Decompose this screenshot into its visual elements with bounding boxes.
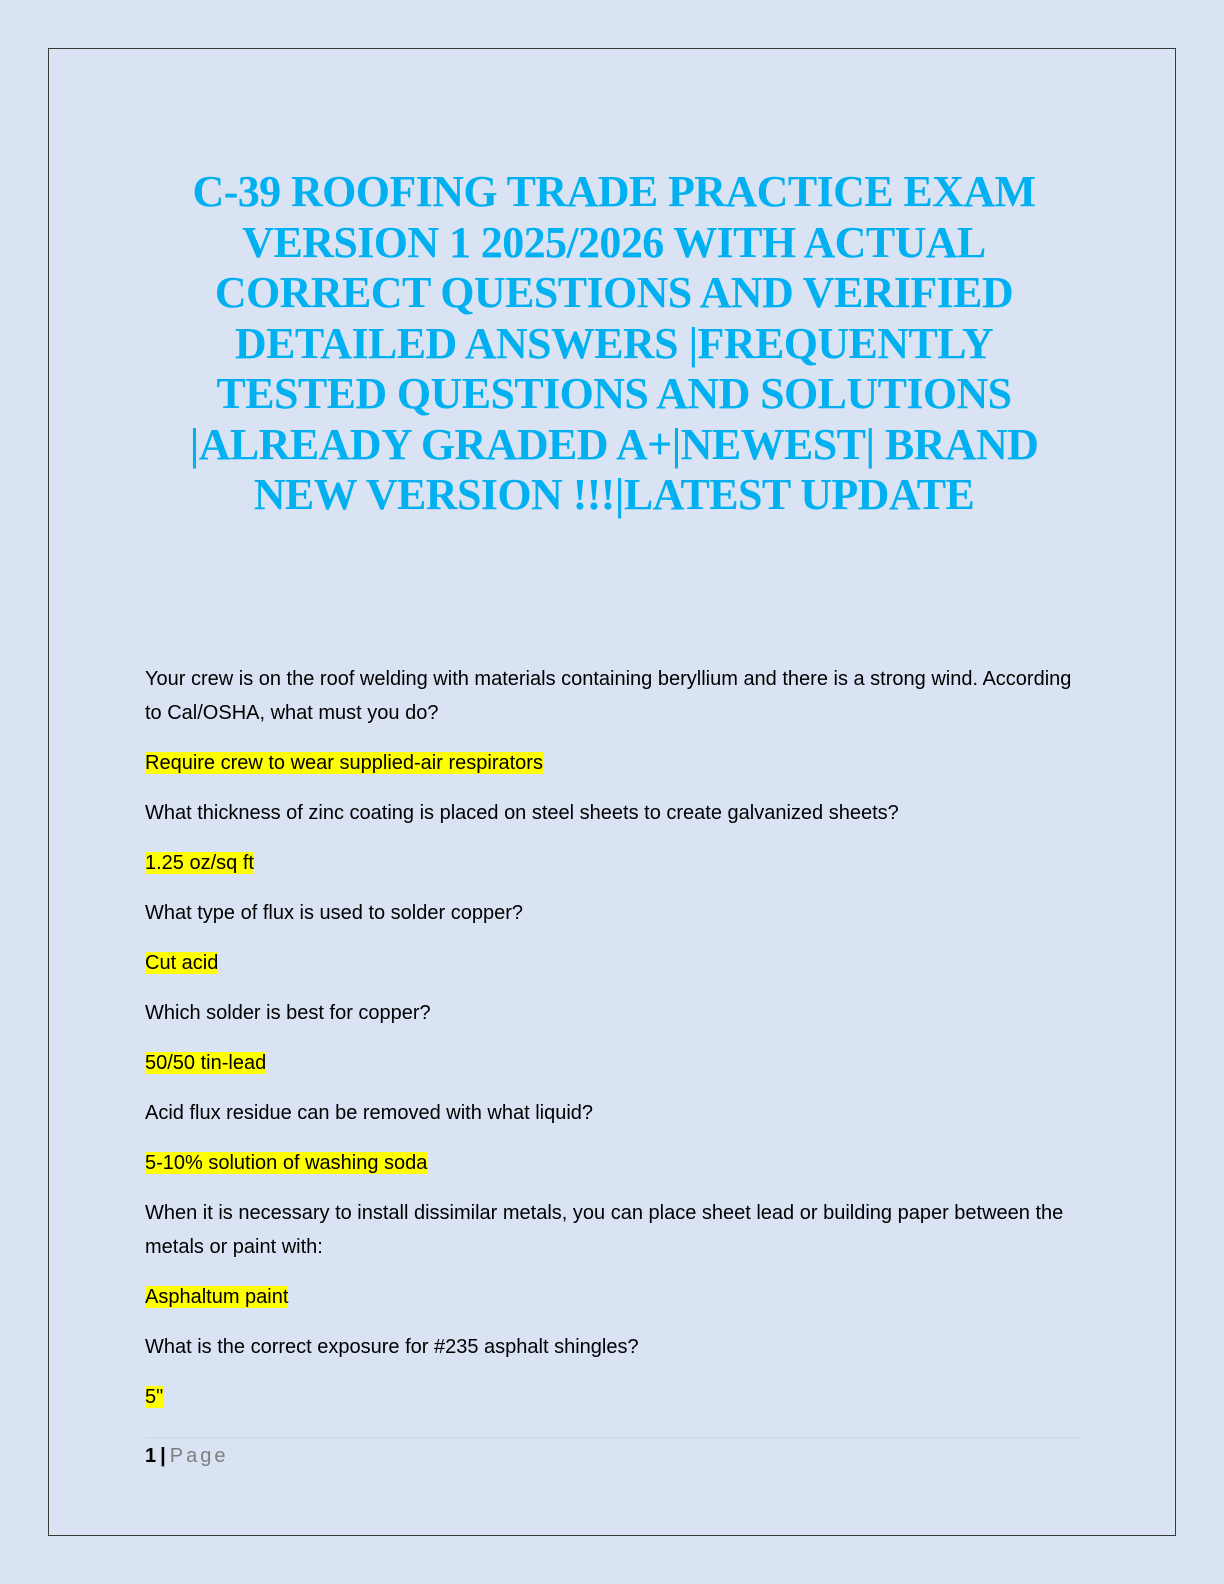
answer-1: [145, 746, 1085, 780]
answer-2: [145, 846, 1085, 880]
question-7: What is the correct exposure for #235 asphalt shingles?: [145, 1336, 639, 1358]
question-2: What thickness of zinc coating is placed on steel sheets to create galvanized sheets?: [145, 802, 899, 824]
document-page: [48, 48, 1176, 1536]
qa-list: [145, 662, 1085, 1430]
answer-highlight: 5-10% solution of washing soda: [145, 1152, 428, 1174]
answer-3: [145, 946, 1085, 980]
answer-highlight: Cut acid: [145, 952, 219, 974]
answer-highlight: 1.25 oz/sq ft: [145, 852, 254, 874]
footer-separator: |: [160, 1445, 166, 1467]
page-footer: [145, 1441, 228, 1471]
question-4: Which solder is best for copper?: [145, 1002, 431, 1024]
answer-highlight: 5": [145, 1386, 164, 1408]
answer-highlight: Require crew to wear supplied-air respirators: [145, 752, 543, 774]
question-3: What type of flux is used to solder copper?: [145, 902, 523, 924]
answer-4: [145, 1046, 1085, 1080]
answer-5: [145, 1146, 1085, 1180]
question-5: Acid flux residue can be removed with what liquid?: [145, 1102, 594, 1124]
answer-7: [145, 1380, 1085, 1414]
answer-highlight: 50/50 tin-lead: [145, 1052, 267, 1074]
question-6: When it is necessary to install dissimilar metals, you can place sheet lead or building paper between the metals or paint with:: [145, 1202, 1064, 1258]
question-1: Your crew is on the roof welding with materials containing beryllium and there is a strong wind. According to Cal/OSHA, what must you do?: [145, 668, 1072, 724]
footer-divider: [145, 1437, 1081, 1438]
answer-highlight: Asphaltum paint: [145, 1286, 289, 1308]
document-title: C-39 ROOFING TRADE PRACTICE EXAM VERSION 1 2025/2026 WITH ACTUAL CORRECT QUESTIONS AND VERIFIED DETAILED ANSWERS |FREQUENTLY TESTED QUESTIONS AND SOLUTIONS |ALREADY GRADED A+|NEWEST| BRAND NEW VERSION !!!|LATEST UPDATE: [189, 167, 1039, 519]
page-label: Page: [169, 1445, 229, 1467]
answer-6: [145, 1280, 1085, 1314]
page-number: 1: [145, 1445, 157, 1467]
